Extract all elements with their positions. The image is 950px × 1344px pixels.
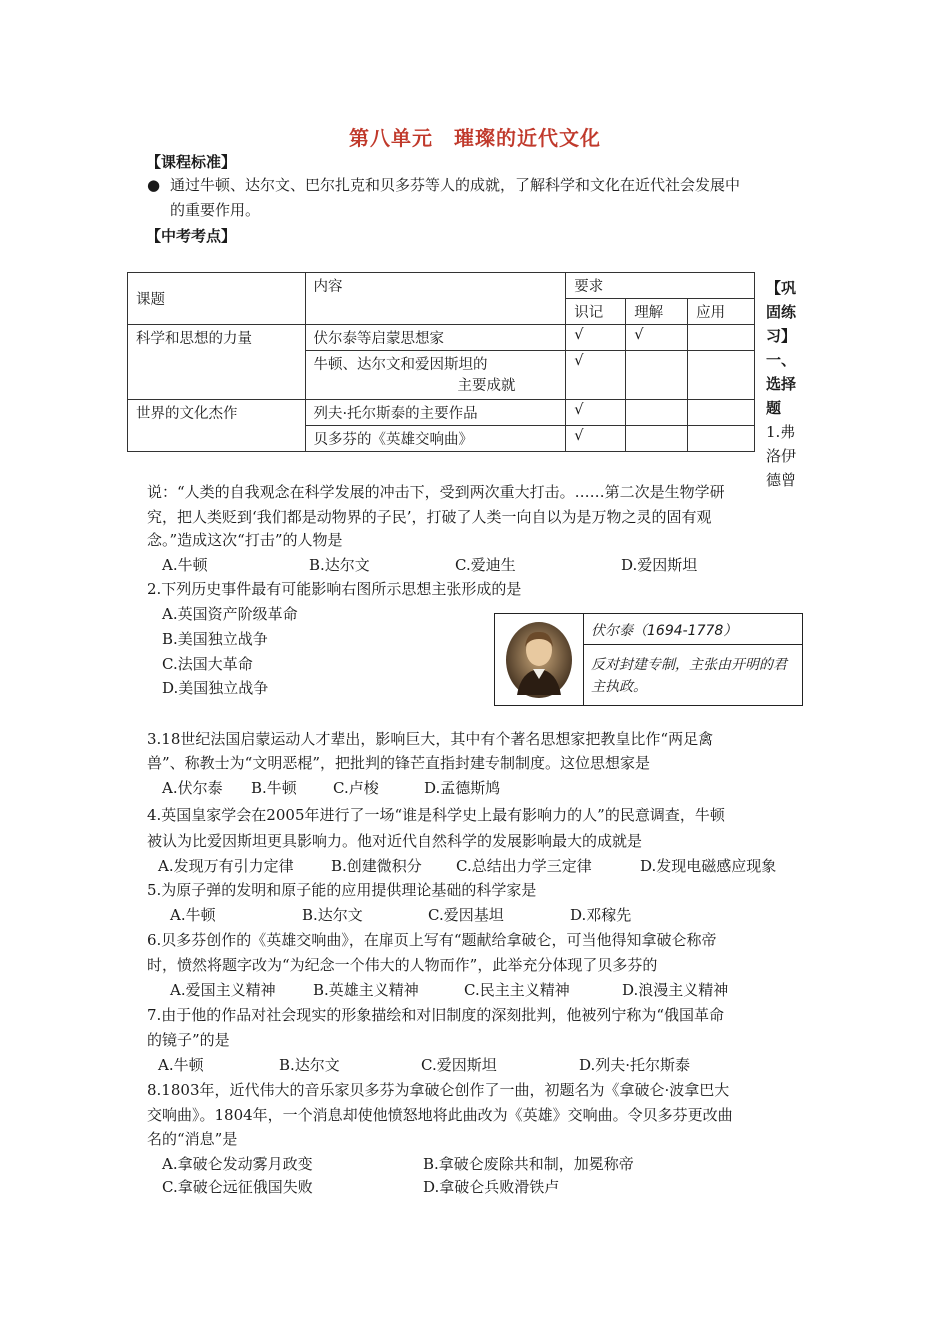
q3-option-b: B.牛顿 <box>251 779 297 797</box>
q6-line-1: 6.贝多芬创作的《英雄交响曲》，在扉页上写有“题献给拿破仑，可当他得知拿破仑称帝 <box>147 931 717 949</box>
row-apply <box>688 426 755 452</box>
q7-line-2: 的镜子”的是 <box>147 1031 230 1049</box>
row-understand <box>626 426 688 452</box>
q6-option-d: D.浪漫主义精神 <box>622 981 729 999</box>
row-content: 贝多芬的《英雄交响曲》 <box>305 426 566 452</box>
q3-option-c: C.卢梭 <box>333 779 379 797</box>
q4-option-b: B.创建微积分 <box>331 857 422 875</box>
q4-option-d: D.发现电磁感应现象 <box>640 857 777 875</box>
check-mark: √ <box>566 400 626 426</box>
q4-line-1: 4.英国皇家学会在2005年进行了一场“谁是科学史上最有影响力的人”的民意调查，牛顿 <box>147 806 725 824</box>
q1-line-3: 念。”造成这次“打击”的人物是 <box>147 531 343 549</box>
q5-option-d: D.邓稼先 <box>570 906 632 924</box>
check-mark: √ <box>626 325 688 351</box>
bullet-marker: ● <box>147 176 161 194</box>
q1-option-c: C.爱迪生 <box>455 556 516 574</box>
q6-line-2: 时，愤然将题字改为“为纪念一个伟大的人物而作”，此举充分体现了贝多芬的 <box>147 956 658 974</box>
header-remember: 识记 <box>566 299 626 325</box>
row-apply <box>688 400 755 426</box>
q2-stem: 2.下列历史事件最有可能影响右图所示思想主张形成的是 <box>147 580 522 598</box>
choice-section-heading: 一、选择题 <box>766 351 797 417</box>
row-content <box>305 351 566 400</box>
header-requirement: 要求 <box>566 273 755 299</box>
course-standard-line-1: 通过牛顿、达尔文、巴尔扎克和贝多芬等人的成就，了解科学和文化在近代社会发展中 <box>170 176 741 194</box>
q1-option-b: B.达尔文 <box>309 556 370 574</box>
exam-points-table <box>127 272 755 452</box>
page-title: 第八单元 璀璨的近代文化 <box>349 126 601 150</box>
q1-option-d: D.爱因斯坦 <box>621 556 698 574</box>
row-understand <box>626 351 688 400</box>
q8-line-2: 交响曲》。1804年，一个消息却使他愤怒地将此曲改为《英雄》交响曲。令贝多芬更改曲 <box>147 1106 733 1124</box>
exam-points-heading: 【中考考点】 <box>146 227 237 245</box>
q4-option-c: C.总结出力学三定律 <box>456 857 592 875</box>
q7-option-a: A.牛顿 <box>158 1056 204 1074</box>
question-1-start: 1.弗洛伊德曾 <box>766 423 797 489</box>
table-row <box>128 325 755 351</box>
q6-option-c: C.民主主义精神 <box>464 981 570 999</box>
q6-option-b: B.英雄主义精神 <box>313 981 419 999</box>
q8-option-b: B.拿破仑废除共和制，加冕称帝 <box>423 1155 634 1173</box>
q1-line-1: 说：“人类的自我观念在科学发展的冲击下，受到两次重大打击。……第二次是生物学研 <box>147 483 725 501</box>
portrait-image <box>505 621 573 699</box>
q5-option-a: A.牛顿 <box>170 906 216 924</box>
q8-option-d: D.拿破仑兵败滑铁卢 <box>423 1178 560 1196</box>
q7-option-d: D.列夫·托尔斯泰 <box>579 1056 691 1074</box>
voltaire-figure <box>494 613 803 706</box>
header-understand: 理解 <box>626 299 688 325</box>
row-content: 列夫·托尔斯泰的主要作品 <box>305 400 566 426</box>
q8-line-1: 8.1803年，近代伟大的音乐家贝多芬为拿破仑创作了一曲，初题名为《拿破仑·波拿巴大 <box>147 1081 730 1099</box>
q4-option-a: A.发现万有引力定律 <box>158 857 294 875</box>
header-topic: 课题 <box>128 273 306 325</box>
check-mark: √ <box>566 325 626 351</box>
q3-option-d: D.孟德斯鸠 <box>424 779 501 797</box>
q1-option-a: A.牛顿 <box>162 556 208 574</box>
row-content-line-1: 牛顿、达尔文和爱因斯坦的 <box>313 357 488 373</box>
q3-line-2: 兽”、称教士为“文明恶棍”，把批判的锋芒直指封建专制制度。这位思想家是 <box>147 754 651 772</box>
practice-sidebar <box>766 276 806 492</box>
row-apply <box>688 325 755 351</box>
q5-option-c: C.爱因基坦 <box>428 906 504 924</box>
row-topic: 科学和思想的力量 <box>128 325 306 400</box>
check-mark: √ <box>566 351 626 400</box>
q5-option-b: B.达尔文 <box>302 906 363 924</box>
q2-option-d: D.美国独立战争 <box>162 679 269 697</box>
q1-line-2: 究，把人类贬到‘我们都是动物界的子民’，打破了人类一向自以为是万物之灵的固有观 <box>147 508 712 526</box>
q8-option-a: A.拿破仑发动雾月政变 <box>162 1155 313 1173</box>
header-apply: 应用 <box>688 299 755 325</box>
row-topic: 世界的文化杰作 <box>128 400 306 452</box>
row-apply <box>688 351 755 400</box>
q2-option-b: B.美国独立战争 <box>162 630 268 648</box>
practice-heading: 【巩固练习】 <box>766 279 797 345</box>
figure-name: 伏尔泰（1694-1778） <box>591 623 738 639</box>
q3-option-a: A.伏尔泰 <box>162 779 223 797</box>
q8-option-c: C.拿破仑远征俄国失败 <box>162 1178 313 1196</box>
q8-line-3: 名的“消息”是 <box>147 1130 238 1148</box>
table-row <box>128 400 755 426</box>
q2-option-c: C.法国大革命 <box>162 655 253 673</box>
q7-option-c: C.爱因斯坦 <box>421 1056 497 1074</box>
q5-stem: 5.为原子弹的发明和原子能的应用提供理论基础的科学家是 <box>147 881 537 899</box>
check-mark: √ <box>566 426 626 452</box>
q6-option-a: A.爱国主义精神 <box>170 981 276 999</box>
row-understand <box>626 400 688 426</box>
header-content: 内容 <box>305 273 566 325</box>
course-standard-line-2: 的重要作用。 <box>170 201 261 219</box>
q7-option-b: B.达尔文 <box>279 1056 340 1074</box>
q7-line-1: 7.由于他的作品对社会现实的形象描绘和对旧制度的深刻批判，他被列宁称为“俄国革命 <box>147 1006 724 1024</box>
row-content: 伏尔泰等启蒙思想家 <box>305 325 566 351</box>
q3-line-1: 3.18世纪法国启蒙运动人才辈出，影响巨大，其中有个著名思想家把教皇比作“两足禽 <box>147 730 714 748</box>
figure-description: 反对封建专制，主张由开明的君主执政。 <box>591 657 787 695</box>
course-standard-heading: 【课程标准】 <box>146 153 237 171</box>
row-content-line-2: 主要成就 <box>457 378 516 394</box>
q4-line-2: 被认为比爱因斯坦更具影响力。他对近代自然科学的发展影响最大的成就是 <box>147 832 643 850</box>
q2-option-a: A.英国资产阶级革命 <box>162 605 298 623</box>
